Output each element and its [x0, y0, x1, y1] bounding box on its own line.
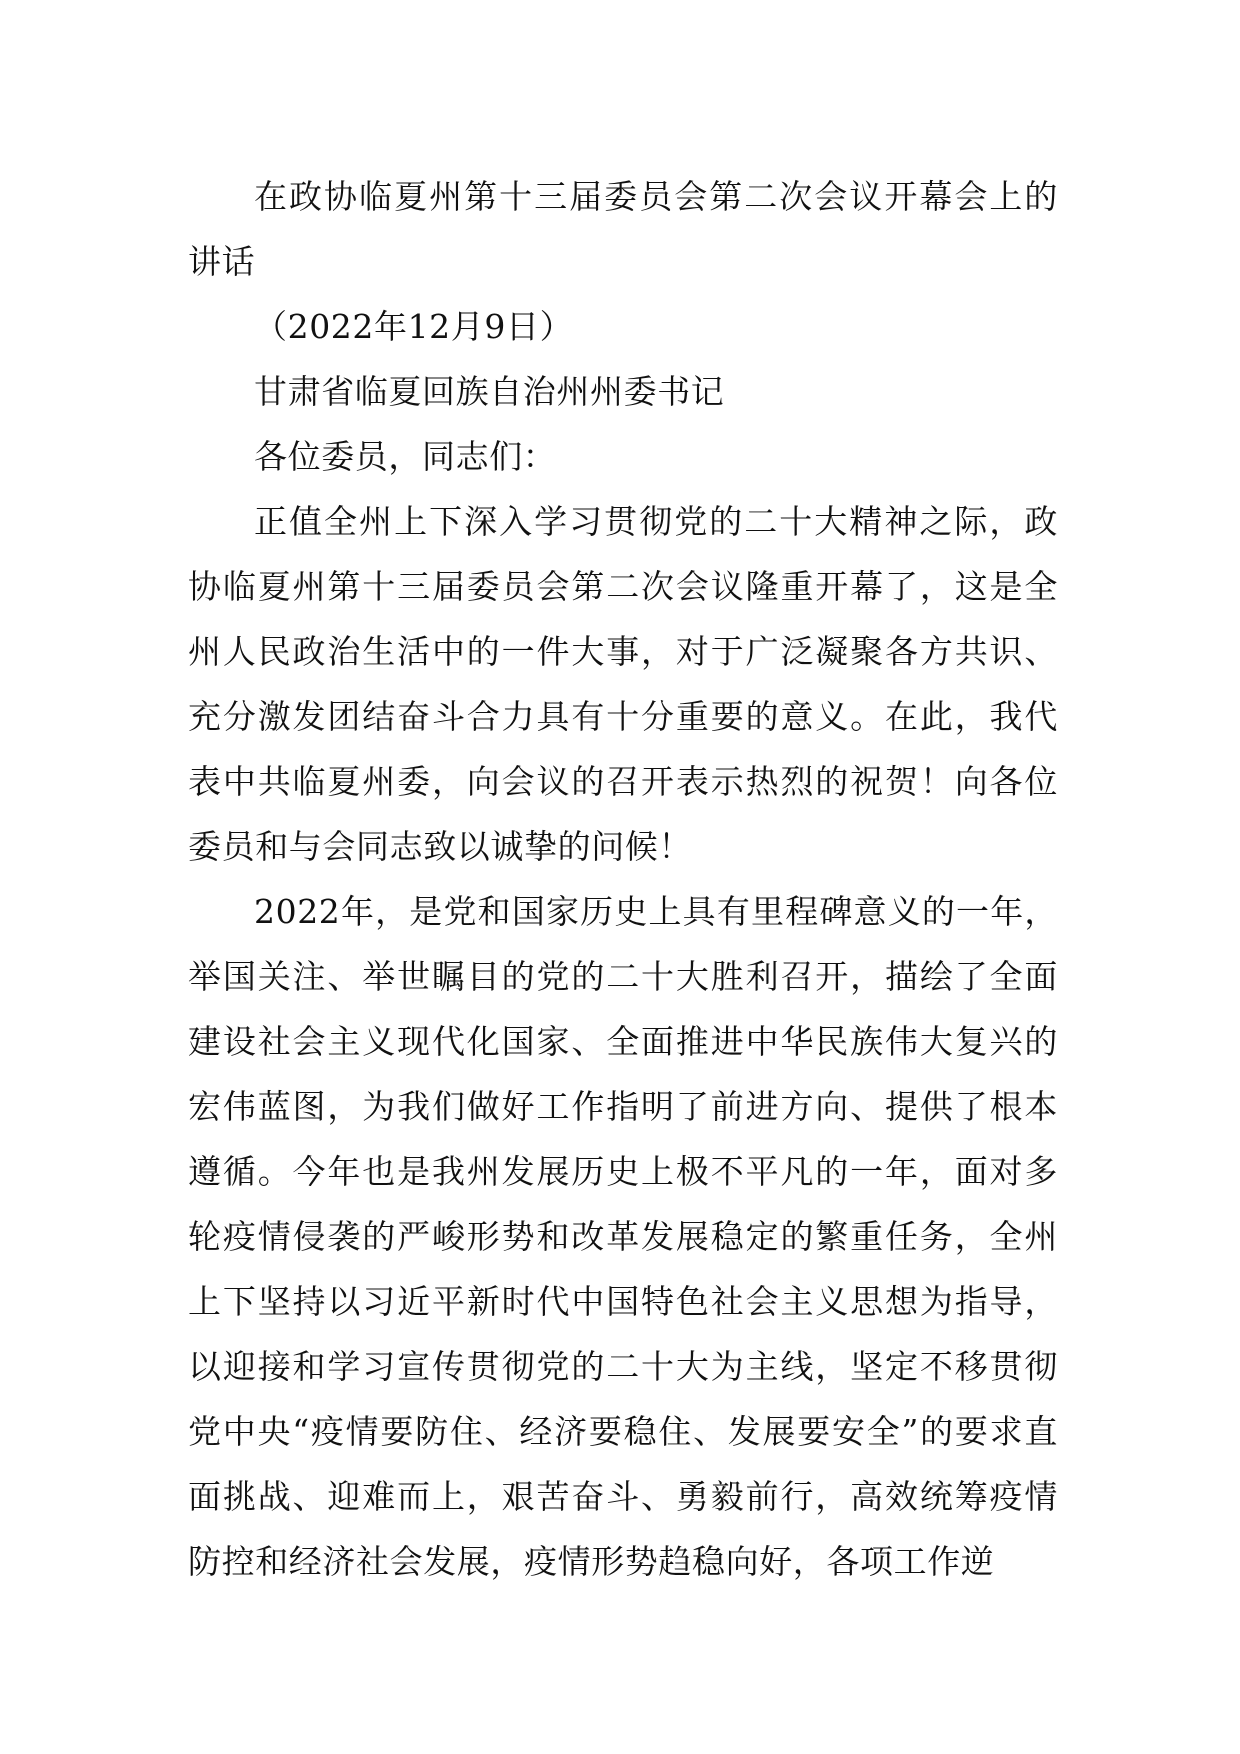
document-body: [188, 164, 1058, 1594]
body-paragraph-2: 2022年，是党和国家历史上具有里程碑意义的一年，举国关注、举世瞩目的党的二十大胜利召开，描绘了全面建设社会主义现代化国家、全面推进中华民族伟大复兴的宏伟蓝图，为我们做好工作指明了前进方向、提供了根本遵循。今年也是我州发展历史上极不平凡的一年，面对多轮疫情侵袭的严峻形势和改革发展稳定的繁重任务，全州上下坚持以习近平新时代中国特色社会主义思想为指导，以迎接和学习宣传贯彻党的二十大为主线，坚定不移贯彻党中央“疫情要防住、经济要稳住、发展要安全”的要求直面挑战、迎难而上，艰苦奋斗、勇毅前行，高效统筹疫情防控和经济社会发展，疫情形势趋稳向好，各项工作逆: [188, 892, 1058, 1581]
document-title: 在政协临夏州第十三届委员会第二次会议开幕会上的讲话: [188, 177, 1058, 281]
body-paragraph-1: 正值全州上下深入学习贯彻党的二十大精神之际，政协临夏州第十三届委员会第二次会议隆重开幕了，这是全州人民政治生活中的一件大事，对于广泛凝聚各方共识、充分激发团结奋斗合力具有十分重要的意义。在此，我代表中共临夏州委，向会议的召开表示热烈的祝贺！向各位委员和与会同志致以诚挚的问候！: [188, 502, 1058, 866]
speaker-title: 甘肃省临夏回族自治州州委书记: [254, 372, 725, 411]
salutation: 各位委员，同志们：: [254, 437, 557, 476]
speech-date: （2022年12月9日）: [254, 307, 574, 346]
